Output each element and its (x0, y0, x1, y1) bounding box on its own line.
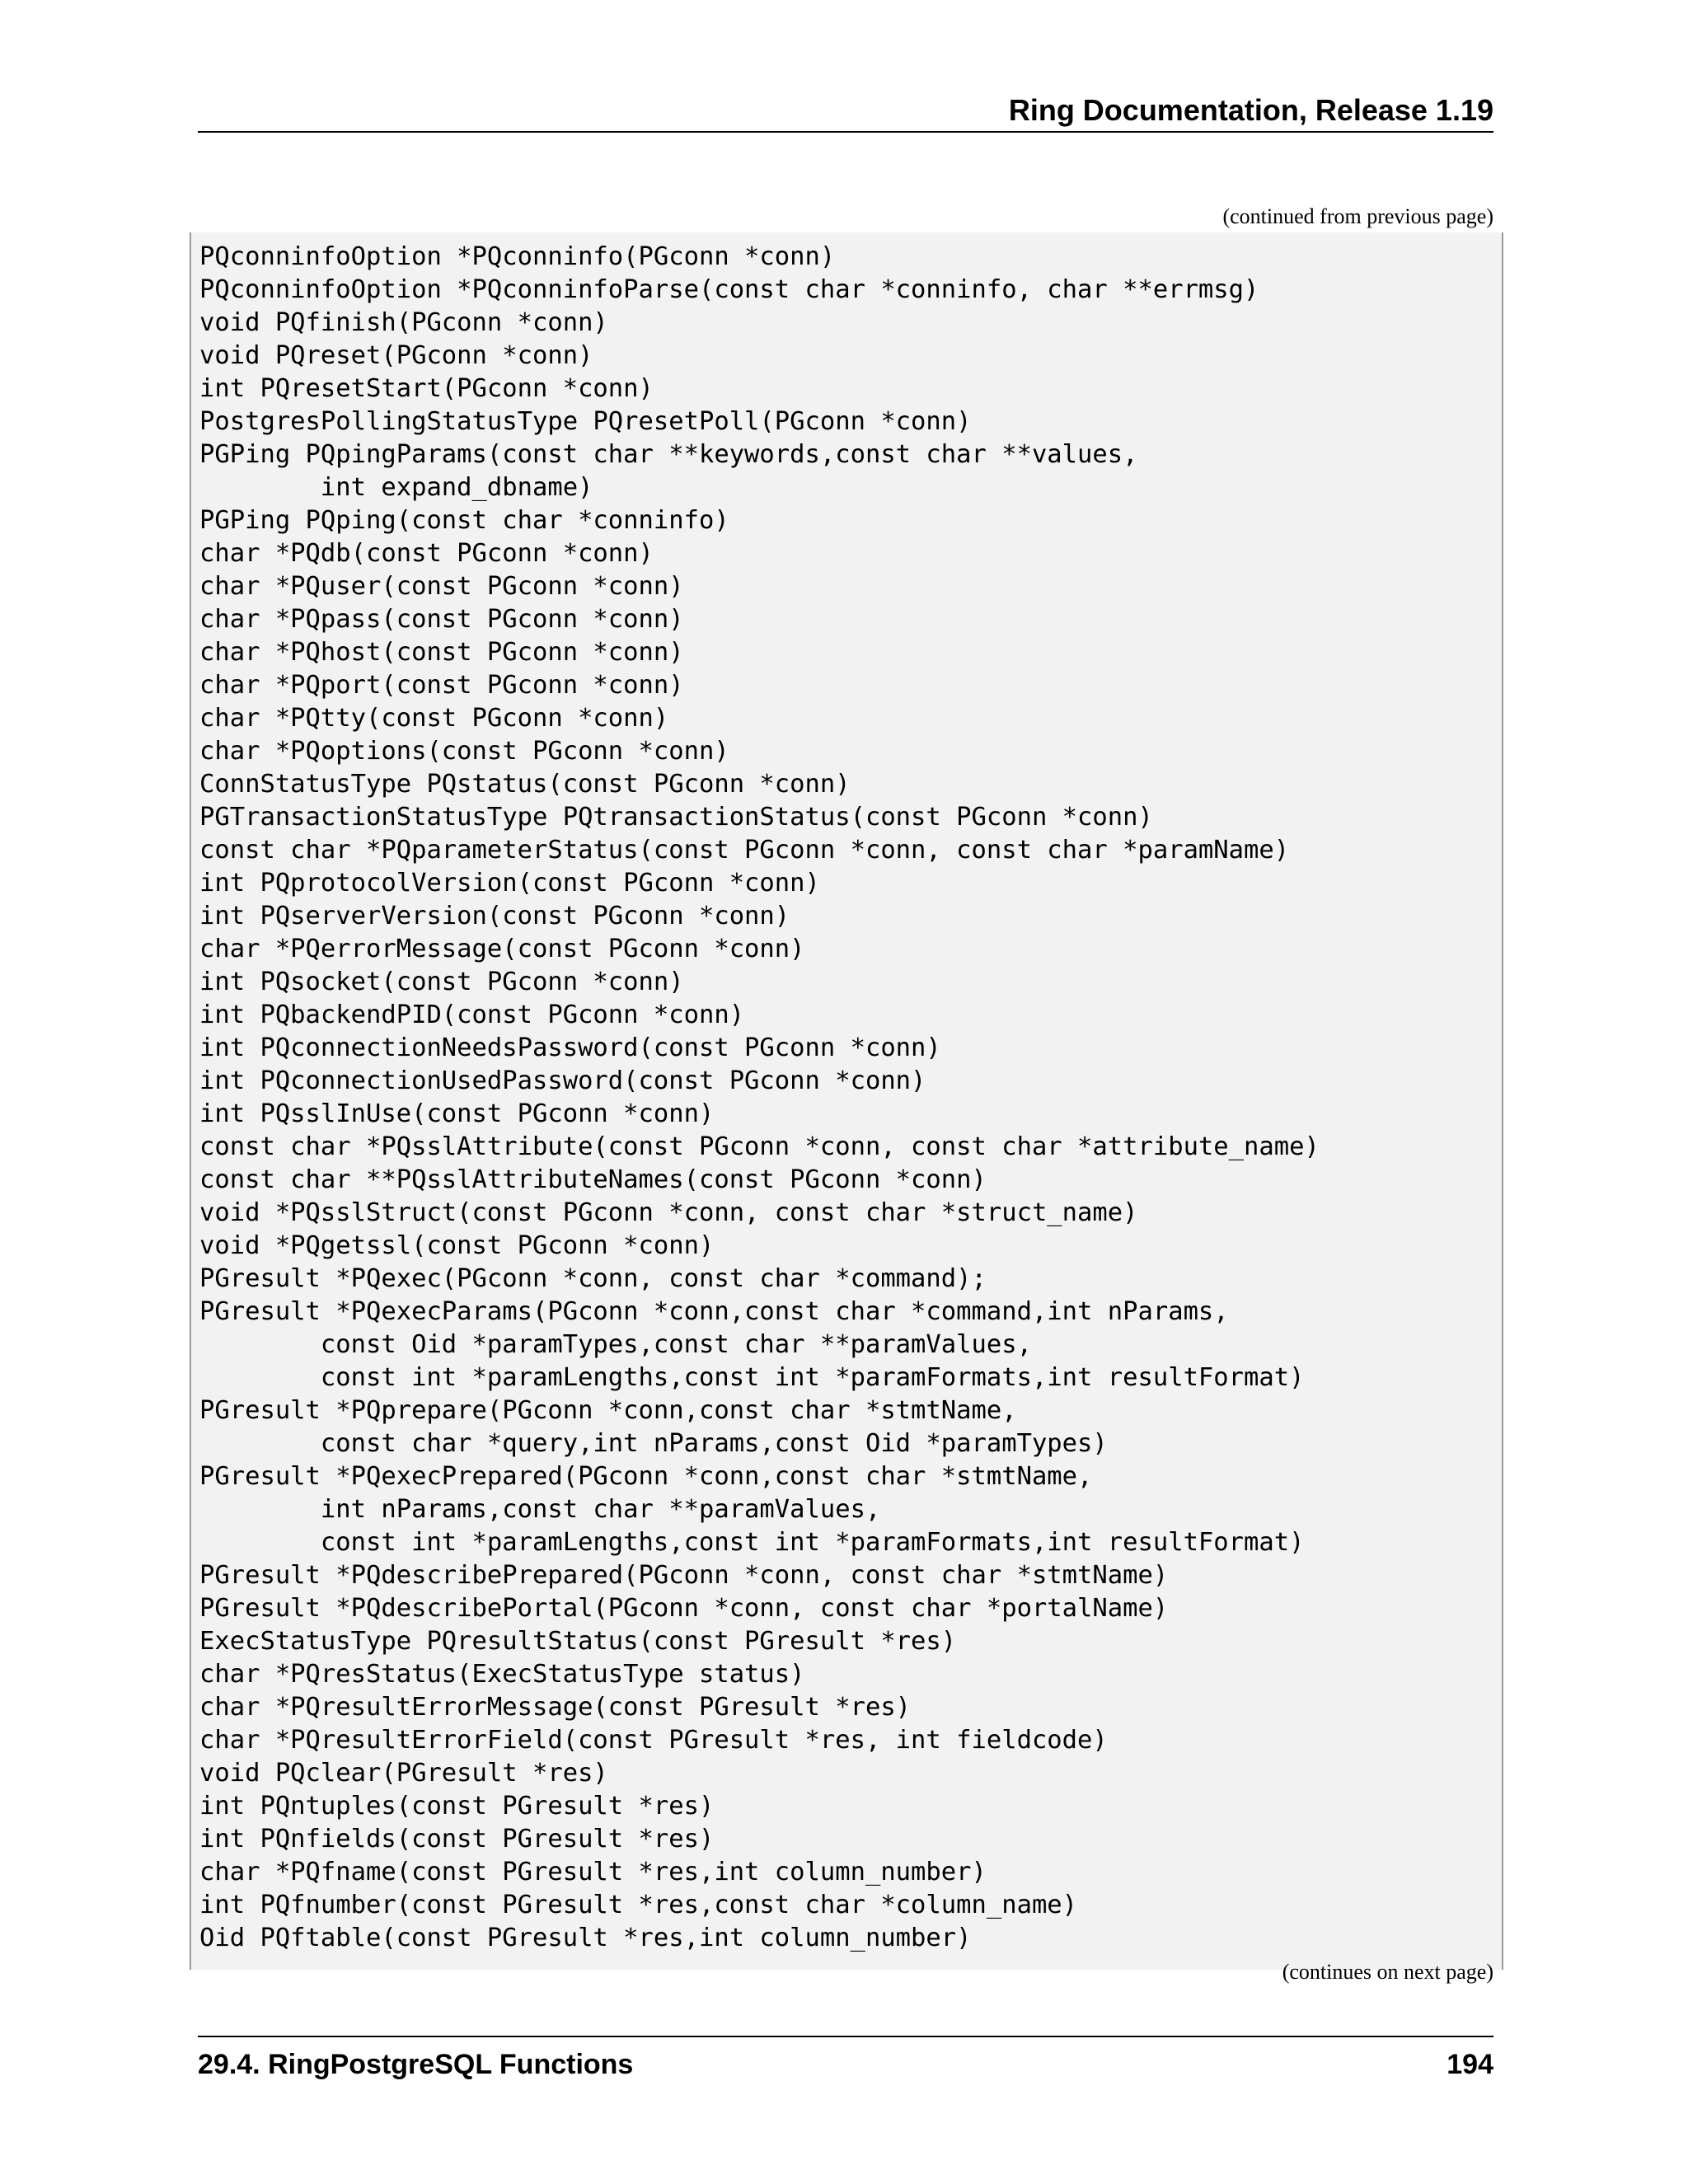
code-listing: PQconninfoOption *PQconninfo(PGconn *conn) PQconninfoOption *PQconninfoParse(const char *conninfo, char **errmsg) void PQfinish(PGconn *conn) void PQreset(PGconn *conn) int PQresetStart(PGconn *conn) PostgresPollingStatusType PQresetPoll(PGconn *conn) PGPing PQpingParams(const char **keywords,const char **values, int expand_dbname) PGPing PQping(const char *conninfo) char *PQdb(const PGconn *conn) char *PQuser(const PGconn *conn) char *PQpass(const PGconn *conn) char *PQhost(const PGconn *conn) char *PQport(const PGconn *conn) char *PQtty(const PGconn *conn) char *PQoptions(const PGconn *conn) ConnStatusType PQstatus(const PGconn *conn) PGTransactionStatusType PQtransactionStatus(const PGconn *conn) const char *PQparameterStatus(const PGconn *conn, const char *paramName) int PQprotocolVersion(const PGconn *conn) int PQserverVersion(const PGconn *conn) char *PQerrorMessage(const PGconn *conn) int PQsocket(const PGconn *conn) int PQbackendPID(const PGconn *conn) int PQconnectionNeedsPassword(const PGconn *conn) int PQconnectionUsedPassword(const PGconn *conn) int PQsslInUse(const PGconn *conn) const char *PQsslAttribute(const PGconn *conn, const char *attribute_name) const char **PQsslAttributeNames(const PGconn *conn) void *PQsslStruct(const PGconn *conn, const char *struct_name) void *PQgetssl(const PGconn *conn) PGresult *PQexec(PGconn *conn, const char *command); PGresult *PQexecParams(PGconn *conn,const char *command,int nParams, const Oid *paramTypes,const char **paramValues, const int *paramLengths,const int *paramFormats,int resultFormat) PGresult *PQprepare(PGconn *conn,const char *stmtName, const char *query,int nParams,const Oid *paramTypes) PGresult *PQexecPrepared(PGconn *conn,const char *stmtName, int nParams,const char **paramValues, const int *paramLengths,const int *paramFormats,int resultFormat) PGresult *PQdescribePrepared(PGconn *conn, const char *stmtName) PGresult *PQdescribePortal(PGconn *conn, const char *portalName) ExecStatusType PQresultStatus(const PGresult *res) char *PQresStatus(ExecStatusType status) char *PQresultErrorMessage(const PGresult *res) char *PQresultErrorField(const PGresult *res, int fieldcode) void PQclear(PGresult *res) int PQntuples(const PGresult *res) int PQnfields(const PGresult *res) char *PQfname(const PGresult *res,int column_number) int PQfnumber(const PGresult *res,const char *column_name) Oid PQftable(const PGresult *res,int column_number) (199, 242, 1320, 1952)
page-number: 194 (1447, 2049, 1493, 2080)
continues-on-next-note: (continues on next page) (1282, 1960, 1493, 1984)
footer-divider (198, 2036, 1493, 2037)
footer-section-title: 29.4. RingPostgreSQL Functions (198, 2049, 634, 2080)
continued-from-previous-note: (continued from previous page) (1222, 204, 1493, 228)
header-divider (198, 131, 1493, 133)
running-header-title: Ring Documentation, Release 1.19 (1008, 93, 1493, 127)
code-block (190, 232, 1503, 1970)
